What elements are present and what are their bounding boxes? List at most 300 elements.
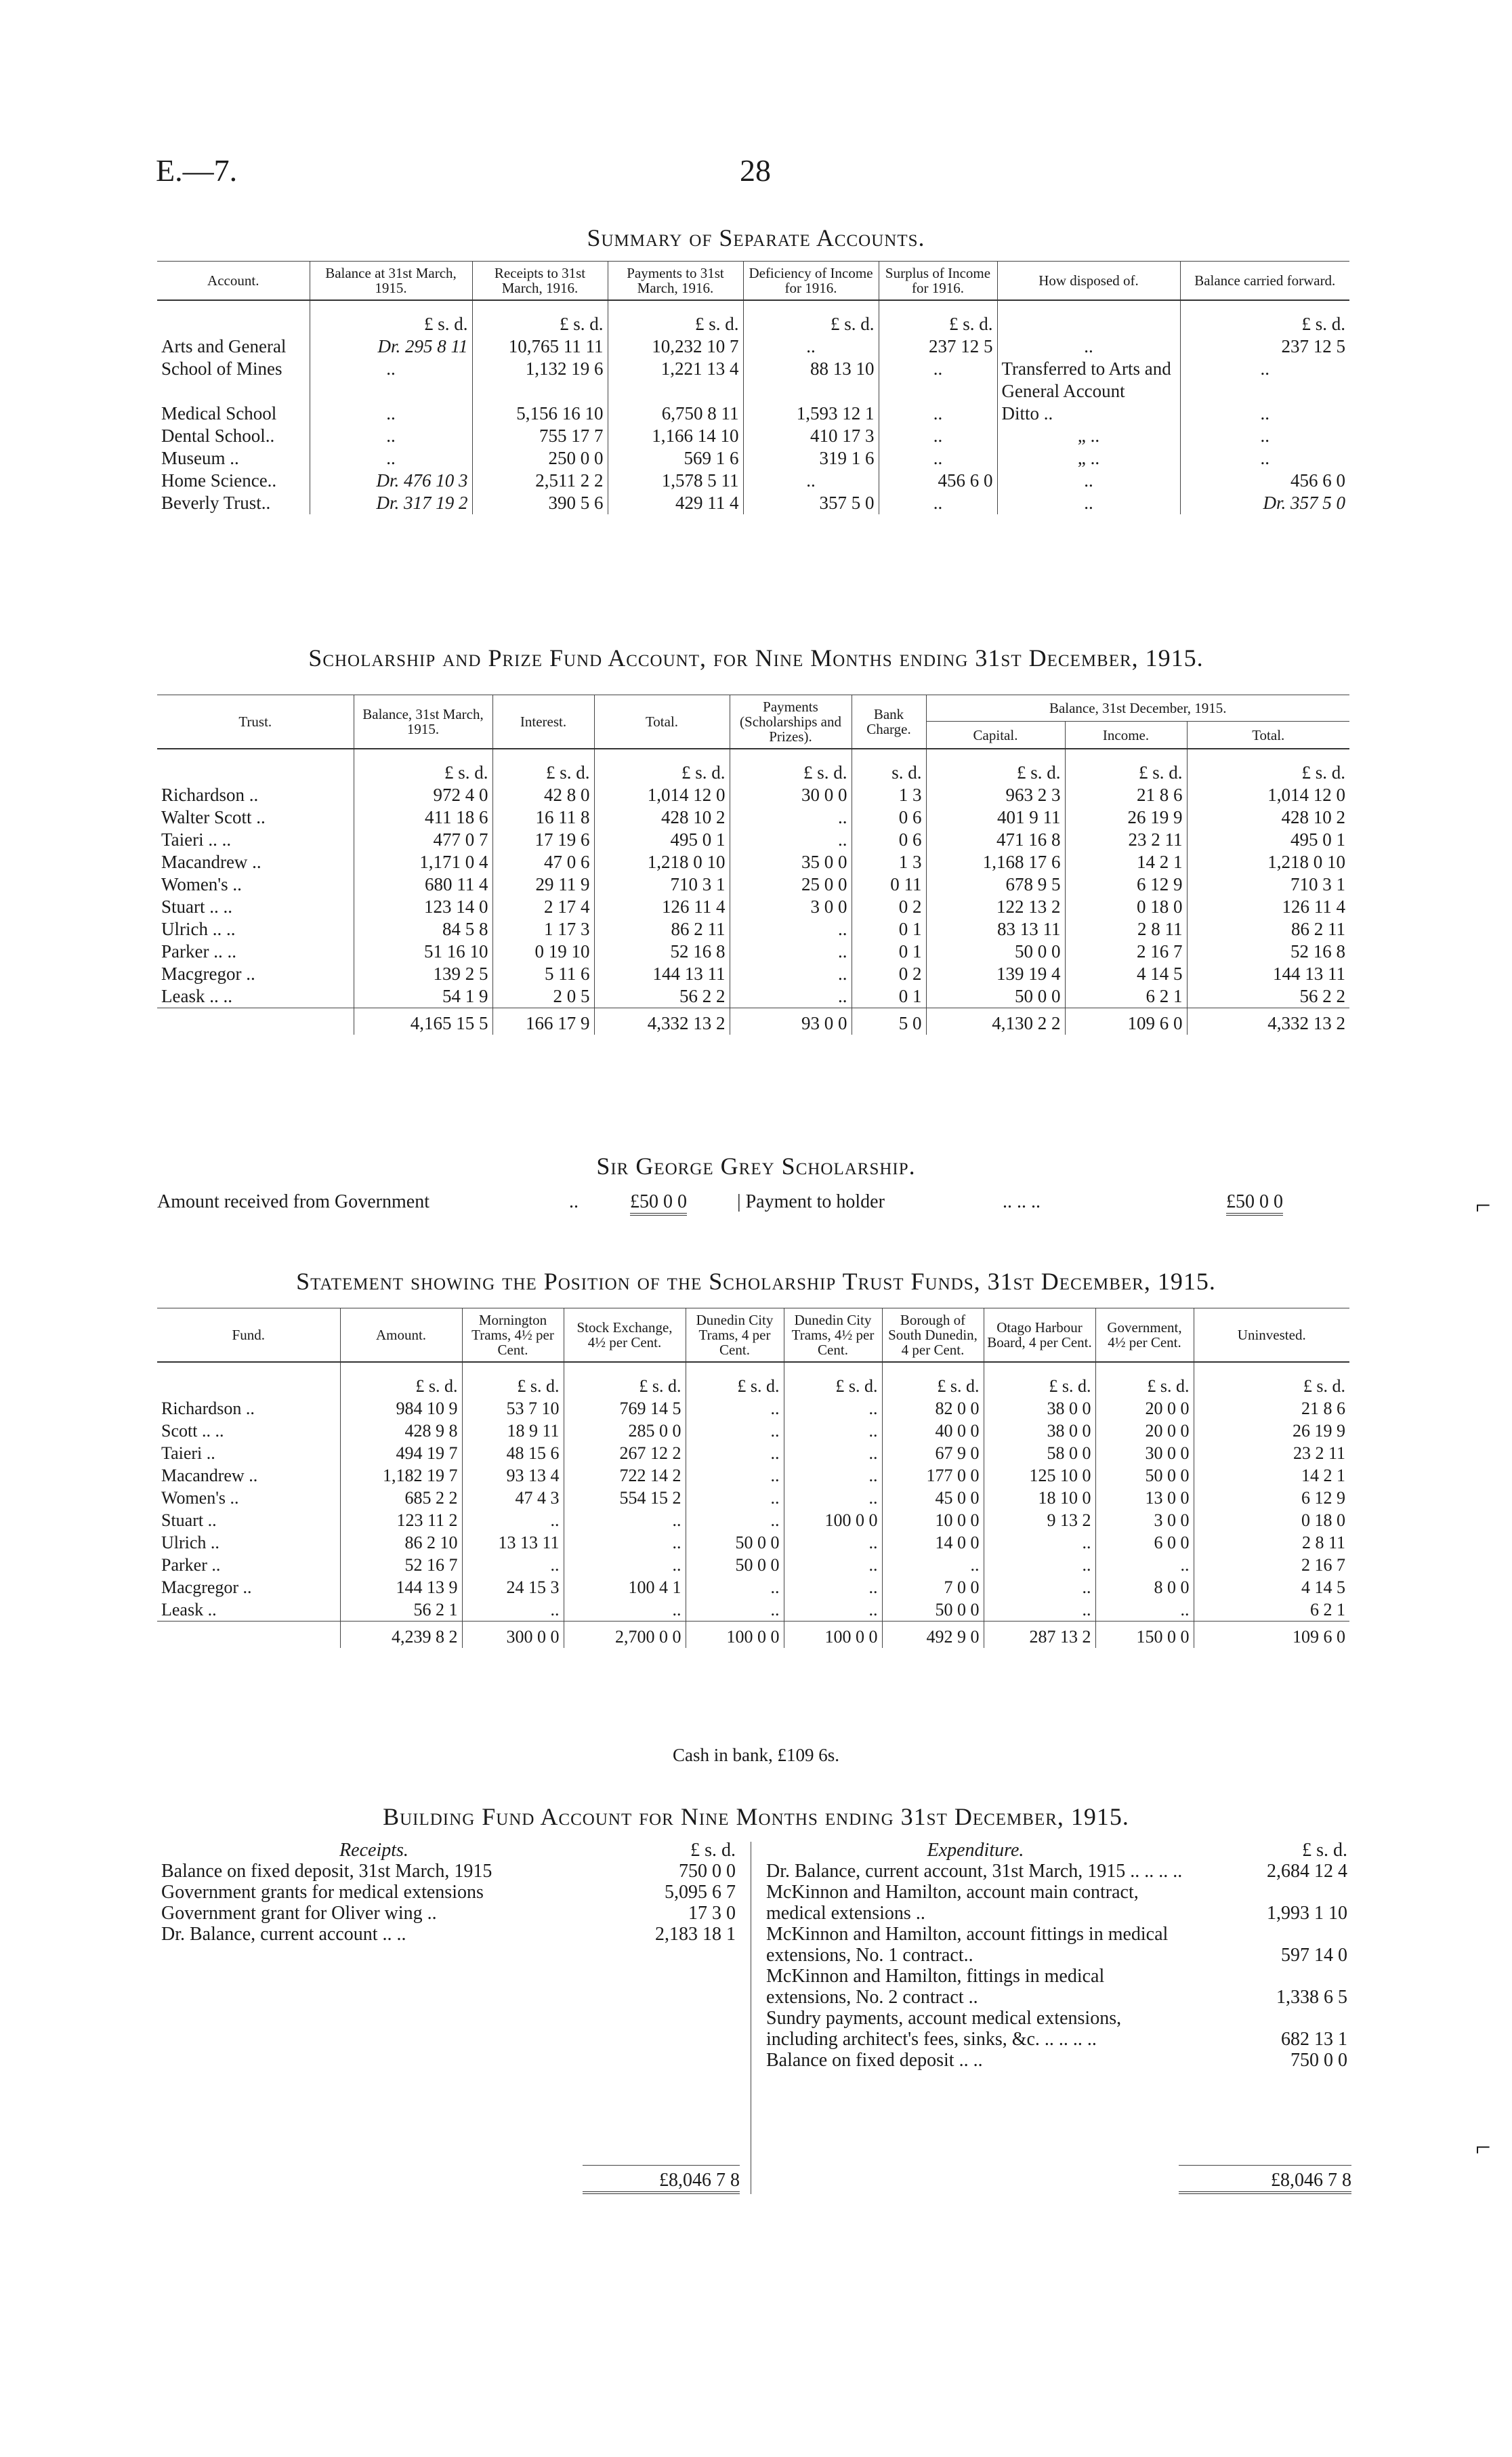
cell: 84 5 8 xyxy=(354,918,492,941)
ledger-label: Balance on fixed deposit .. .. xyxy=(766,2050,983,2071)
cell: 14 2 1 xyxy=(1065,851,1187,873)
col-balance: Balance, 31st March, 1915. xyxy=(354,695,492,749)
row-label: Leask .. xyxy=(161,1600,217,1619)
row-label: Richardson .. xyxy=(161,785,259,805)
cell: .. xyxy=(784,1420,882,1442)
grey-title: Sir George Grey Scholarship. xyxy=(596,1153,916,1180)
summary-table xyxy=(157,261,1349,514)
cell: .. xyxy=(984,1598,1095,1622)
cell: .. xyxy=(686,1576,784,1598)
cell: .. xyxy=(730,829,852,851)
cell: .. xyxy=(564,1598,686,1622)
cell: 2 16 7 xyxy=(1194,1554,1349,1576)
page-code: E.—7. xyxy=(156,153,238,188)
cell: 83 13 11 xyxy=(926,918,1065,941)
cell: 126 11 4 xyxy=(594,896,730,918)
scholarship-units-row xyxy=(157,749,1349,784)
cell: 52 16 7 xyxy=(340,1554,462,1576)
cell: .. xyxy=(997,470,1180,492)
table-row xyxy=(157,1420,1349,1442)
units: £ s. d. xyxy=(310,300,472,335)
cell: .. xyxy=(686,1598,784,1622)
cell: 177 0 0 xyxy=(882,1464,984,1487)
cell: 1,171 0 4 xyxy=(354,851,492,873)
totals-label xyxy=(157,1008,354,1035)
cell: 21 8 6 xyxy=(1065,784,1187,806)
cell: 50 0 0 xyxy=(1095,1464,1194,1487)
ledger-row xyxy=(762,1924,1351,1966)
table-row xyxy=(157,1531,1349,1554)
cell: .. xyxy=(1095,1554,1194,1576)
ledger-amount: 2,684 12 4 xyxy=(1267,1861,1347,1882)
table-row xyxy=(157,492,1349,514)
cell: .. xyxy=(984,1576,1095,1598)
col-south-dunedin: Borough of South Dunedin, 4 per Cent. xyxy=(882,1308,984,1363)
cell: .. xyxy=(310,402,472,425)
cell: 50 0 0 xyxy=(882,1598,984,1622)
cell: Dr. 476 10 3 xyxy=(310,470,472,492)
units: s. d. xyxy=(852,749,926,784)
cell: 2 16 7 xyxy=(1065,941,1187,963)
cell: .. xyxy=(1095,1598,1194,1622)
cell: Dr. 317 19 2 xyxy=(310,492,472,514)
cell: 471 16 8 xyxy=(926,829,1065,851)
table-row xyxy=(157,1487,1349,1509)
scholarship-header-row xyxy=(157,695,1349,722)
ledger-row xyxy=(762,2050,1351,2071)
total-cell: 150 0 0 xyxy=(1095,1622,1194,1649)
units: £ s. d. xyxy=(1187,749,1349,784)
ledger-amount: 1,993 1 10 xyxy=(1267,1903,1347,1924)
trust-funds-header-row xyxy=(157,1308,1349,1363)
cell: 52 16 8 xyxy=(594,941,730,963)
cash-note: Cash in bank, £109 6s. xyxy=(673,1745,839,1765)
summary-header-row xyxy=(157,262,1349,301)
cell: 86 2 11 xyxy=(594,918,730,941)
cell: 30 0 0 xyxy=(1095,1442,1194,1464)
cell: .. xyxy=(686,1420,784,1442)
summary-col-receipts: Receipts to 31st March, 1916. xyxy=(472,262,608,301)
cell: 1 3 xyxy=(852,851,926,873)
cell: 410 17 3 xyxy=(743,425,879,447)
ledger-label: Sundry payments, account medical extensions, including architect's fees, sinks, &c. .. .. .. .. xyxy=(766,2008,1122,2050)
building-title: Building Fund Account for Nine Months ending 31st December, 1915. xyxy=(383,1803,1129,1830)
summary-col-deficiency: Deficiency of Income for 1916. xyxy=(743,262,879,301)
total-cell: 93 0 0 xyxy=(730,1008,852,1035)
row-label: Ulrich .. .. xyxy=(161,919,236,939)
col-gtotal: Total. xyxy=(1187,722,1349,749)
summary-col-payments: Payments to 31st March, 1916. xyxy=(608,262,743,301)
cell: 20 0 0 xyxy=(1095,1397,1194,1420)
ledger-label: McKinnon and Hamilton, account fittings in medical extensions, No. 1 contract.. xyxy=(766,1924,1169,1966)
cell: 4 14 5 xyxy=(1194,1576,1349,1598)
cell: 10,765 11 11 xyxy=(472,335,608,358)
grey-payment-dots: .. .. .. xyxy=(1003,1191,1041,1212)
units: £ s. d. xyxy=(564,1362,686,1397)
row-label: Parker .. .. xyxy=(161,941,236,962)
page-number: 28 xyxy=(740,153,771,188)
cell: Ditto .. xyxy=(997,402,1180,425)
expenditure-header-row xyxy=(762,1840,1351,1861)
ledger-amount: 5,095 6 7 xyxy=(665,1882,736,1903)
cell: .. xyxy=(879,447,997,470)
cell: 3 0 0 xyxy=(730,896,852,918)
total-cell: 4,165 15 5 xyxy=(354,1008,492,1035)
cell: 401 9 11 xyxy=(926,806,1065,829)
table-row xyxy=(157,425,1349,447)
grey-received-dots: .. xyxy=(569,1191,579,1212)
summary-col-how: How disposed of. xyxy=(997,262,1180,301)
cell: 494 19 7 xyxy=(340,1442,462,1464)
row-label: Macandrew .. xyxy=(161,1466,258,1485)
cell: .. xyxy=(1180,447,1349,470)
cell: 6,750 8 11 xyxy=(608,402,743,425)
cell: 285 0 0 xyxy=(564,1420,686,1442)
cell: 51 16 10 xyxy=(354,941,492,963)
total-cell: 300 0 0 xyxy=(462,1622,564,1649)
units: £ s. d. xyxy=(1095,1362,1194,1397)
cell: 1,132 19 6 xyxy=(472,358,608,402)
ledger-label: McKinnon and Hamilton, account main contract, medical extensions .. xyxy=(766,1882,1139,1924)
cell: 0 11 xyxy=(852,873,926,896)
cell: 23 2 11 xyxy=(1194,1442,1349,1464)
ledger-label: Government grant for Oliver wing .. xyxy=(161,1903,437,1924)
table-row xyxy=(157,470,1349,492)
cell: .. xyxy=(686,1397,784,1420)
row-label: Ulrich .. xyxy=(161,1533,219,1552)
cell: .. xyxy=(784,1442,882,1464)
row-label: Scott .. .. xyxy=(161,1421,224,1441)
ledger-row xyxy=(762,1966,1351,2008)
cell: 50 0 0 xyxy=(926,941,1065,963)
total-cell: 287 13 2 xyxy=(984,1622,1095,1649)
summary-units-row xyxy=(157,300,1349,335)
summary-col-forward: Balance carried forward. xyxy=(1180,262,1349,301)
cell: 2 17 4 xyxy=(492,896,594,918)
cell: 1,218 0 10 xyxy=(1187,851,1349,873)
cell: 0 19 10 xyxy=(492,941,594,963)
cell: 29 11 9 xyxy=(492,873,594,896)
cell: 144 13 11 xyxy=(594,963,730,985)
cell: 93 13 4 xyxy=(462,1464,564,1487)
cell: 1,593 12 1 xyxy=(743,402,879,425)
cell: 139 19 4 xyxy=(926,963,1065,985)
cell: .. xyxy=(686,1487,784,1509)
account-name: Arts and General xyxy=(161,336,287,356)
totals-row xyxy=(157,1622,1349,1649)
cell: 10,232 10 7 xyxy=(608,335,743,358)
table-row xyxy=(157,1576,1349,1598)
table-row xyxy=(157,335,1349,358)
total-cell: 109 6 0 xyxy=(1065,1008,1187,1035)
cell: 8 0 0 xyxy=(1095,1576,1194,1598)
cell: .. xyxy=(686,1464,784,1487)
expenditure-total: £8,046 7 8 xyxy=(1179,2165,1351,2194)
col-dunedin-4: Dunedin City Trams, 4 per Cent. xyxy=(686,1308,784,1363)
grey-payment-amount: £50 0 0 xyxy=(1226,1191,1283,1216)
cell: .. xyxy=(310,425,472,447)
units: £ s. d. xyxy=(462,1362,564,1397)
cell: 0 6 xyxy=(852,806,926,829)
trust-funds-title: Statement showing the Position of the Scholarship Trust Funds, 31st December, 1915. xyxy=(296,1268,1216,1295)
cell: 18 9 11 xyxy=(462,1420,564,1442)
cell: 144 13 11 xyxy=(1187,963,1349,985)
cell: .. xyxy=(984,1531,1095,1554)
account-name: Home Science.. xyxy=(161,470,277,491)
cell: Dr. 357 5 0 xyxy=(1180,492,1349,514)
cell: 47 0 6 xyxy=(492,851,594,873)
cell: 16 11 8 xyxy=(492,806,594,829)
ledger-amount: 750 0 0 xyxy=(1290,2050,1347,2071)
ledger-label: Dr. Balance, current account, 31st March, 1915 .. .. .. .. xyxy=(766,1861,1183,1882)
cell: 17 19 6 xyxy=(492,829,594,851)
col-uninvested: Uninvested. xyxy=(1194,1308,1349,1363)
units: £ s. d. xyxy=(1180,300,1349,335)
table-row xyxy=(157,1442,1349,1464)
cell: 47 4 3 xyxy=(462,1487,564,1509)
ledger-label: Balance on fixed deposit, 31st March, 1915 xyxy=(161,1861,492,1882)
units: £ s. d. xyxy=(690,1840,736,1861)
cell: 267 12 2 xyxy=(564,1442,686,1464)
ledger-amount: 1,338 6 5 xyxy=(1276,1987,1347,2008)
cell: 56 2 2 xyxy=(594,985,730,1008)
cell: 0 18 0 xyxy=(1194,1509,1349,1531)
cell: .. xyxy=(1180,425,1349,447)
grey-received-amount: £50 0 0 xyxy=(630,1191,687,1216)
col-income: Income. xyxy=(1065,722,1187,749)
cell: .. xyxy=(730,918,852,941)
table-row xyxy=(157,941,1349,963)
units: £ s. d. xyxy=(984,1362,1095,1397)
scholarship-table xyxy=(157,695,1349,1035)
cell: 48 15 6 xyxy=(462,1442,564,1464)
cell: .. xyxy=(784,1531,882,1554)
cell: 390 5 6 xyxy=(472,492,608,514)
cell: 122 13 2 xyxy=(926,896,1065,918)
cell: .. xyxy=(730,941,852,963)
table-row xyxy=(157,1598,1349,1622)
cell: 126 11 4 xyxy=(1187,896,1349,918)
expenditure-heading: Expenditure. xyxy=(927,1840,1024,1861)
cell: .. xyxy=(462,1554,564,1576)
cell: 53 7 10 xyxy=(462,1397,564,1420)
cell: 685 2 2 xyxy=(340,1487,462,1509)
cell: 569 1 6 xyxy=(608,447,743,470)
units: £ s. d. xyxy=(594,749,730,784)
cell: 1,578 5 11 xyxy=(608,470,743,492)
row-label: Women's .. xyxy=(161,874,242,894)
cell: „ .. xyxy=(997,425,1180,447)
cell: 24 15 3 xyxy=(462,1576,564,1598)
cell: .. xyxy=(462,1598,564,1622)
units: £ s. d. xyxy=(492,749,594,784)
cell: 972 4 0 xyxy=(354,784,492,806)
units: £ s. d. xyxy=(1065,749,1187,784)
col-dunedin-45: Dunedin City Trams, 4½ per Cent. xyxy=(784,1308,882,1363)
ledger-row xyxy=(762,1861,1351,1882)
table-row xyxy=(157,806,1349,829)
cell: .. xyxy=(784,1576,882,1598)
totals-label xyxy=(157,1622,340,1649)
cell: 26 19 9 xyxy=(1065,806,1187,829)
cell: 495 0 1 xyxy=(594,829,730,851)
cell: 86 2 10 xyxy=(340,1531,462,1554)
col-interest: Interest. xyxy=(492,695,594,749)
cell: 1 17 3 xyxy=(492,918,594,941)
cell: .. xyxy=(882,1554,984,1576)
cell: .. xyxy=(784,1598,882,1622)
receipts-total: £8,046 7 8 xyxy=(583,2165,740,2194)
cell: .. xyxy=(564,1509,686,1531)
table-row xyxy=(157,1397,1349,1420)
cell: 50 0 0 xyxy=(926,985,1065,1008)
row-label: Taieri .. xyxy=(161,1443,215,1463)
cell: 88 13 10 xyxy=(743,358,879,402)
cell: 0 1 xyxy=(852,941,926,963)
cell: 13 13 11 xyxy=(462,1531,564,1554)
cell: 0 18 0 xyxy=(1065,896,1187,918)
cell: 963 2 3 xyxy=(926,784,1065,806)
cell: .. xyxy=(743,335,879,358)
col-mornington: Mornington Trams, 4½ per Cent. xyxy=(462,1308,564,1363)
units: £ s. d. xyxy=(686,1362,784,1397)
col-group-balance: Balance, 31st December, 1915. xyxy=(926,695,1349,722)
table-row xyxy=(157,1554,1349,1576)
cell: 710 3 1 xyxy=(594,873,730,896)
cell: Dr. 295 8 11 xyxy=(310,335,472,358)
table-row xyxy=(157,873,1349,896)
table-row xyxy=(157,447,1349,470)
cell: .. xyxy=(784,1464,882,1487)
ledger-label: McKinnon and Hamilton, fittings in medical extensions, No. 2 contract .. xyxy=(766,1966,1105,2008)
total-cell: 4,239 8 2 xyxy=(340,1622,462,1649)
ledger-label: Government grants for medical extensions xyxy=(161,1882,484,1903)
trust-funds-table xyxy=(157,1308,1349,1648)
cell: 456 6 0 xyxy=(1180,470,1349,492)
cell: „ .. xyxy=(997,447,1180,470)
ledger-row xyxy=(157,1924,740,1945)
cell: .. xyxy=(879,492,997,514)
cell: 6 12 9 xyxy=(1065,873,1187,896)
cell: 100 0 0 xyxy=(784,1509,882,1531)
cell: 7 0 0 xyxy=(882,1576,984,1598)
cell: 1,168 17 6 xyxy=(926,851,1065,873)
total-cell: 4,332 13 2 xyxy=(1187,1008,1349,1035)
table-row xyxy=(157,985,1349,1008)
table-row xyxy=(157,358,1349,402)
cell: 45 0 0 xyxy=(882,1487,984,1509)
units: £ s. d. xyxy=(784,1362,882,1397)
total-cell: 5 0 xyxy=(852,1008,926,1035)
cell: .. xyxy=(984,1554,1095,1576)
table-row xyxy=(157,784,1349,806)
cell: 100 4 1 xyxy=(564,1576,686,1598)
ledger-row xyxy=(157,1903,740,1924)
cell: 2 8 11 xyxy=(1194,1531,1349,1554)
account-name: Museum .. xyxy=(161,448,239,468)
total-cell: 4,130 2 2 xyxy=(926,1008,1065,1035)
cell: .. xyxy=(730,806,852,829)
cell: 5,156 16 10 xyxy=(472,402,608,425)
cell: .. xyxy=(997,335,1180,358)
cell: 14 0 0 xyxy=(882,1531,984,1554)
cell: 38 0 0 xyxy=(984,1397,1095,1420)
table-row xyxy=(157,896,1349,918)
trust-funds-units-row xyxy=(157,1362,1349,1397)
cell: 678 9 5 xyxy=(926,873,1065,896)
units: £ s. d. xyxy=(354,749,492,784)
table-row xyxy=(157,1509,1349,1531)
table-row xyxy=(157,402,1349,425)
ledger-row xyxy=(157,1882,740,1903)
col-bank: Bank Charge. xyxy=(852,695,926,749)
cell: 710 3 1 xyxy=(1187,873,1349,896)
cell: 35 0 0 xyxy=(730,851,852,873)
row-label: Macgregor .. xyxy=(161,1577,252,1597)
cell: 1,182 19 7 xyxy=(340,1464,462,1487)
ledger-amount: 750 0 0 xyxy=(679,1861,736,1882)
cell: 769 14 5 xyxy=(564,1397,686,1420)
row-label: Macgregor .. xyxy=(161,964,255,984)
cell: .. xyxy=(686,1509,784,1531)
col-stock-exchange: Stock Exchange, 4½ per Cent. xyxy=(564,1308,686,1363)
total-cell: 166 17 9 xyxy=(492,1008,594,1035)
ledger-amount: 17 3 0 xyxy=(688,1903,736,1924)
grey-payment-label: | Payment to holder xyxy=(737,1191,885,1212)
cell: 4 14 5 xyxy=(1065,963,1187,985)
account-name: Medical School xyxy=(161,403,277,424)
cell: 2,511 2 2 xyxy=(472,470,608,492)
ledger-amount: 597 14 0 xyxy=(1281,1945,1347,1966)
col-trust: Trust. xyxy=(157,695,354,749)
col-amount: Amount. xyxy=(340,1308,462,1363)
ledger-label: Dr. Balance, current account .. .. xyxy=(161,1924,406,1945)
cell: .. xyxy=(784,1554,882,1576)
cell: .. xyxy=(879,402,997,425)
cell: 139 2 5 xyxy=(354,963,492,985)
units: £ s. d. xyxy=(882,1362,984,1397)
cell: .. xyxy=(997,492,1180,514)
cell: .. xyxy=(564,1531,686,1554)
row-label: Stuart .. xyxy=(161,1510,217,1530)
units: £ s. d. xyxy=(340,1362,462,1397)
row-label: Leask .. .. xyxy=(161,986,232,1006)
cell: 10 0 0 xyxy=(882,1509,984,1531)
cell: 123 11 2 xyxy=(340,1509,462,1531)
row-label: Women's .. xyxy=(161,1488,239,1508)
cell: 456 6 0 xyxy=(879,470,997,492)
cell: .. xyxy=(784,1397,882,1420)
col-otago-harbour: Otago Harbour Board, 4 per Cent. xyxy=(984,1308,1095,1363)
cell: 0 1 xyxy=(852,918,926,941)
cell: 123 14 0 xyxy=(354,896,492,918)
total-cell: 4,332 13 2 xyxy=(594,1008,730,1035)
cell: 144 13 9 xyxy=(340,1576,462,1598)
building-expenditure-table xyxy=(762,1840,1351,2071)
receipts-header-row xyxy=(157,1840,740,1861)
units: £ s. d. xyxy=(1302,1840,1347,1861)
total-cell: 109 6 0 xyxy=(1194,1622,1349,1649)
cell: 18 10 0 xyxy=(984,1487,1095,1509)
building-receipts-table xyxy=(157,1840,740,1945)
cell: 1,221 13 4 xyxy=(608,358,743,402)
ledger-row xyxy=(762,2008,1351,2050)
cell: 984 10 9 xyxy=(340,1397,462,1420)
table-row xyxy=(157,918,1349,941)
col-payments: Payments (Scholarships and Prizes). xyxy=(730,695,852,749)
summary-title: Summary of Separate Accounts. xyxy=(587,224,925,251)
cell: 26 19 9 xyxy=(1194,1420,1349,1442)
